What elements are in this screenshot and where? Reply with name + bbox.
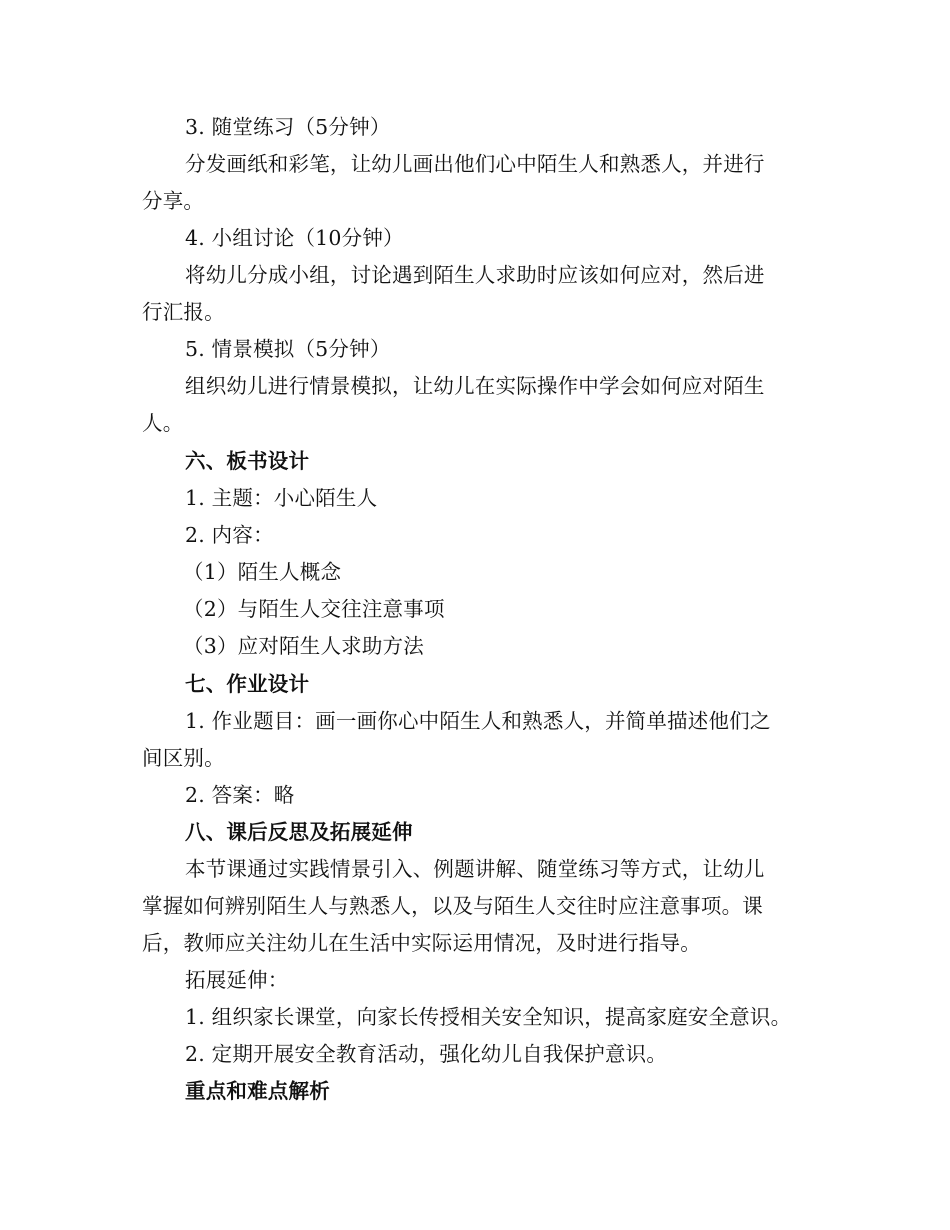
paragraph-line: 间区别。: [142, 746, 225, 770]
paragraph-line: 组织幼儿进行情景模拟，让幼儿在实际操作中学会如何应对陌生: [185, 374, 765, 398]
list-item: 1. 作业题目：画一画你心中陌生人和熟悉人，并简单描述他们之: [185, 709, 771, 733]
sub-list-item: （1）陌生人概念: [183, 560, 342, 584]
list-item: 2. 答案：略: [185, 783, 295, 807]
paragraph-line: 分发画纸和彩笔，让幼儿画出他们心中陌生人和熟悉人，并进行: [185, 152, 765, 176]
item-4-title: 4. 小组讨论（10分钟）: [185, 226, 404, 250]
paragraph-line: 本节课通过实践情景引入、例题讲解、随堂练习等方式，让幼儿: [185, 857, 765, 881]
paragraph-line: 人。: [142, 411, 184, 435]
list-item: 1. 主题：小心陌生人: [185, 486, 378, 510]
section-heading: 重点和难点解析: [185, 1079, 330, 1103]
paragraph-line: 后，教师应关注幼儿在生活中实际运用情况，及时进行指导。: [142, 931, 701, 955]
sub-list-item: （3）应对陌生人求助方法: [183, 634, 424, 658]
section-heading: 六、板书设计: [185, 449, 310, 473]
section-heading: 八、课后反思及拓展延伸: [185, 820, 413, 844]
paragraph-line: 将幼儿分成小组，讨论遇到陌生人求助时应该如何应对，然后进: [185, 263, 765, 287]
item-3-title: 3. 随堂练习（5分钟）: [185, 115, 391, 139]
paragraph-line: 分享。: [142, 189, 205, 213]
list-item: 1. 组织家长课堂，向家长传授相关安全知识，提高家庭安全意识。: [185, 1005, 792, 1029]
paragraph-line: 拓展延伸：: [185, 968, 289, 992]
list-item: 2. 内容：: [185, 523, 274, 547]
list-item: 2. 定期开展安全教育活动，强化幼儿自我保护意识。: [185, 1042, 668, 1066]
paragraph-line: 掌握如何辨别陌生人与熟悉人，以及与陌生人交往时应注意事项。课: [142, 894, 763, 918]
paragraph-line: 行汇报。: [142, 300, 225, 324]
item-5-title: 5. 情景模拟（5分钟）: [185, 337, 391, 361]
sub-list-item: （2）与陌生人交往注意事项: [183, 597, 445, 621]
section-heading: 七、作业设计: [185, 672, 310, 696]
